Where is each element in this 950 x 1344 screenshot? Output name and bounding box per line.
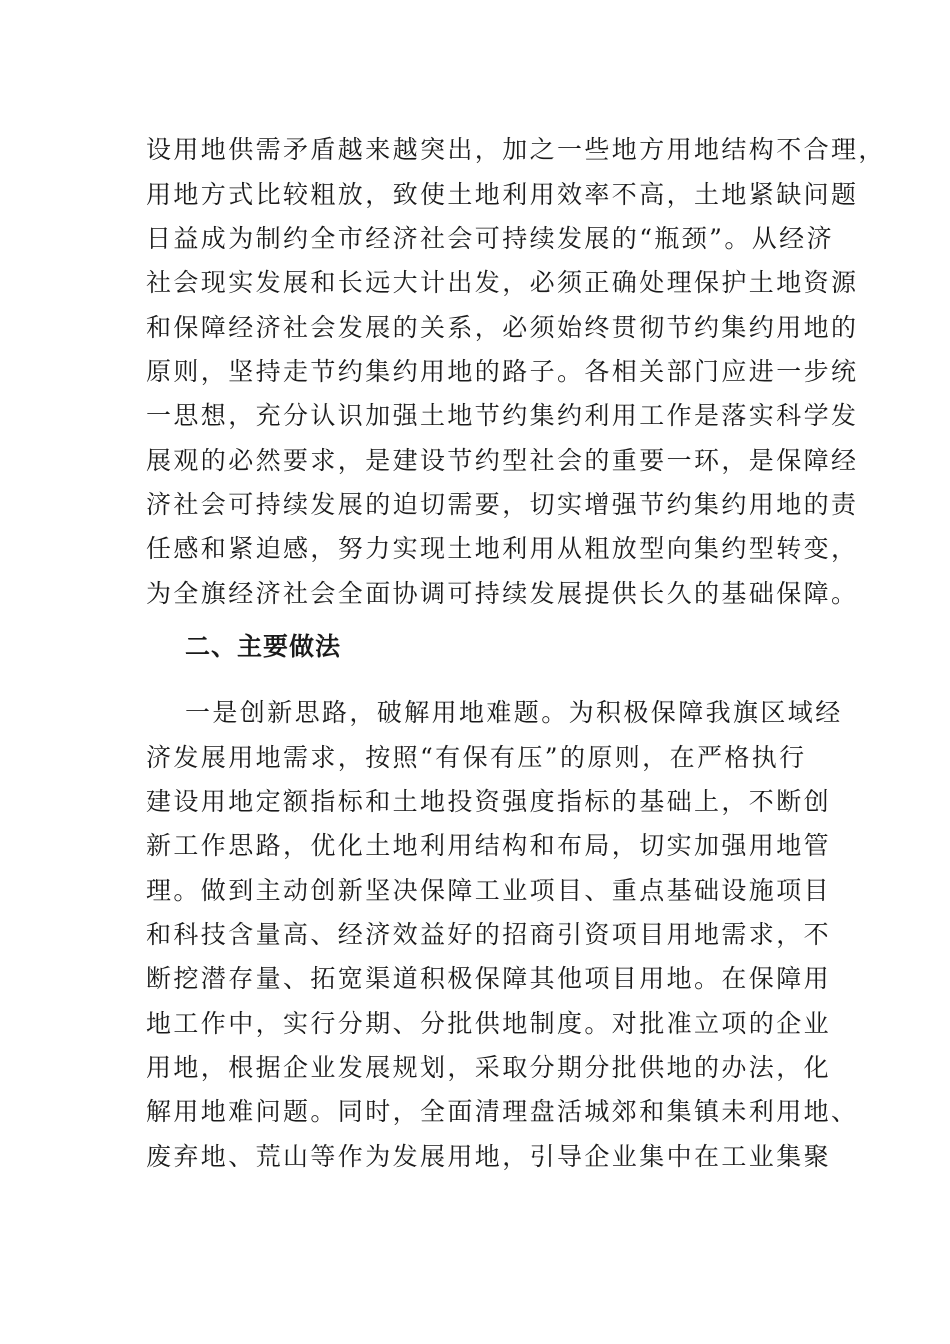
paragraph-2-line: 地工作中，实行分期、分批供地制度。对批准立项的企业 — [146, 1009, 832, 1038]
paragraph-1-line: 用地方式比较粗放，致使土地利用效率不高，土地紧缺问题 — [146, 180, 859, 209]
paragraph-2-line: 新工作思路，优化土地利用结构和布局，切实加强用地管 — [146, 831, 832, 860]
paragraph-2-line: 理。做到主动创新坚决保障工业项目、重点基础设施项目 — [146, 876, 832, 905]
paragraph-2-line: 断挖潜存量、拓宽渠道积极保障其他项目用地。在保障用 — [146, 964, 832, 993]
paragraph-1-line: 为全旗经济社会全面协调可持续发展提供长久的基础保障。 — [146, 579, 859, 608]
paragraph-2-line: 废弃地、荒山等作为发展用地，引导企业集中在工业集聚 — [146, 1142, 832, 1171]
paragraph-2-line: 建设用地定额指标和土地投资强度指标的基础上，不断创 — [146, 787, 832, 816]
paragraph-2-line: 解用地难问题。同时，全面清理盘活城郊和集镇未利用地、 — [146, 1097, 859, 1126]
paragraph-1-line: 日益成为制约全市经济社会可持续发展的“瓶颈”。从经济 — [146, 224, 834, 253]
paragraph-1-line: 和保障经济社会发展的关系，必须始终贯彻节约集约用地的 — [146, 313, 859, 342]
paragraph-2-line: 济发展用地需求，按照“有保有压”的原则，在严格执行 — [146, 743, 807, 772]
paragraph-1-line: 济社会可持续发展的迫切需要，切实增强节约集约用地的责 — [146, 490, 859, 519]
paragraph-1-line: 社会现实发展和长远大计出发，必须正确处理保护土地资源 — [146, 268, 859, 297]
section-heading: 二、主要做法 — [185, 632, 342, 661]
paragraph-1-line: 展观的必然要求，是建设节约型社会的重要一环，是保障经 — [146, 446, 859, 475]
paragraph-1-line: 设用地供需矛盾越来越突出，加之一些地方用地结构不合理， — [146, 135, 886, 164]
paragraph-1-line: 原则，坚持走节约集约用地的路子。各相关部门应进一步统 — [146, 357, 859, 386]
paragraph-2-line: 一是创新思路，破解用地难题。为积极保障我旗区域经 — [185, 698, 843, 727]
paragraph-1-line: 一思想，充分认识加强土地节约集约利用工作是落实科学发 — [146, 401, 859, 430]
paragraph-2-line: 用地，根据企业发展规划，采取分期分批供地的办法，化 — [146, 1053, 832, 1082]
paragraph-2-line: 和科技含量高、经济效益好的招商引资项目用地需求，不 — [146, 920, 832, 949]
paragraph-1-line: 任感和紧迫感，努力实现土地利用从粗放型向集约型转变， — [146, 534, 859, 563]
